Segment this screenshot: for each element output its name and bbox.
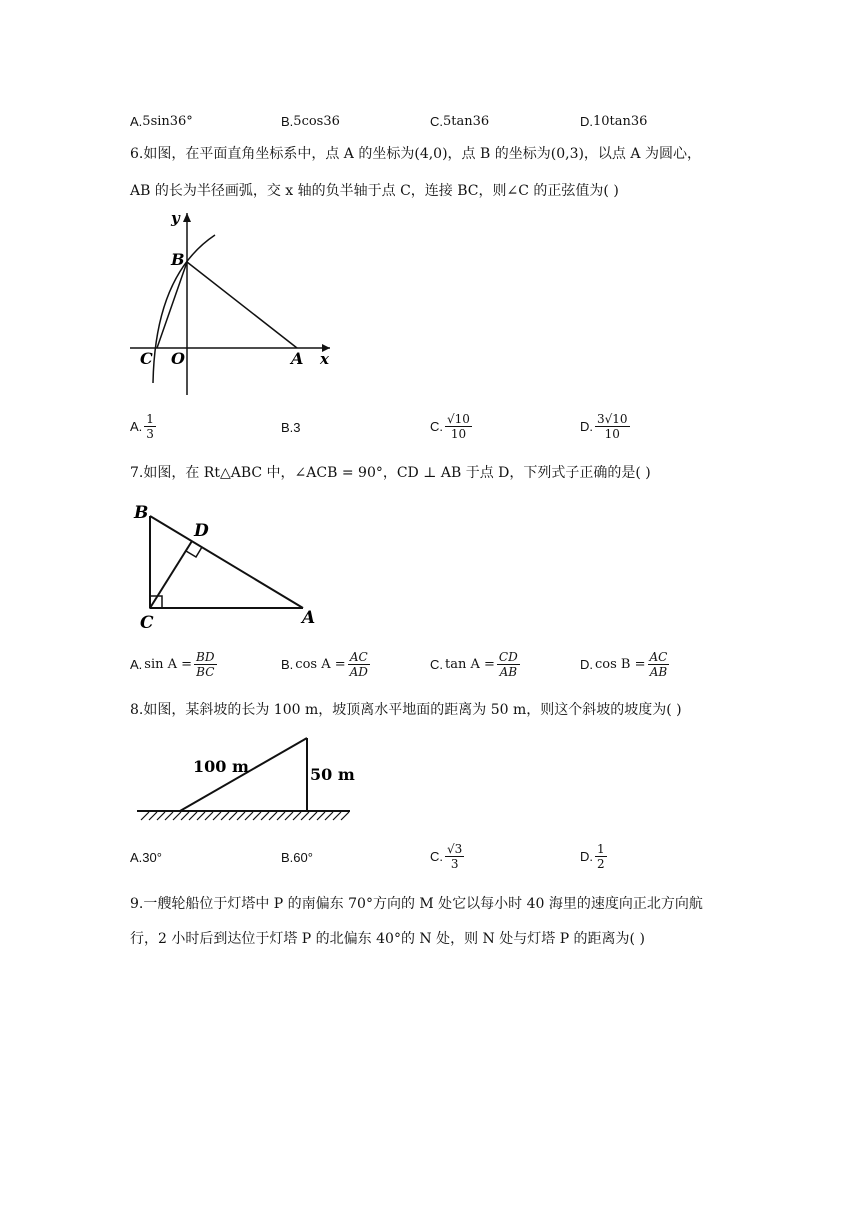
fraction: [595, 412, 630, 441]
option-expr: 10tan36: [593, 114, 648, 129]
q7-option-b: [281, 650, 370, 679]
denominator: BC: [196, 665, 215, 679]
option-label: C.: [430, 419, 443, 434]
fraction: [348, 650, 370, 679]
option-label: C.: [430, 849, 443, 864]
label-b: B: [134, 503, 149, 523]
q6-option-d: [580, 412, 630, 441]
q8-option-a: [130, 850, 162, 865]
option-lhs: cos B =: [595, 657, 646, 672]
label-y: y: [171, 209, 180, 227]
option-label: D.: [580, 114, 593, 129]
numerator: 1: [146, 412, 154, 426]
label-x: x: [320, 350, 329, 368]
q7-option-d: [580, 650, 669, 679]
numerator: AC: [649, 650, 668, 664]
denominator: 3: [450, 857, 459, 871]
option-value: 30°: [142, 850, 162, 865]
numerator: √3: [447, 842, 463, 856]
q7-text-line: 7.如图，在 Rt△ABC 中，∠ACB = 90°，CD ⊥ AB 于点 D，下列式子正确的是( ): [130, 465, 651, 481]
option-lhs: cos A =: [295, 657, 346, 672]
denominator: AB: [649, 665, 668, 679]
q8-option-c: [430, 842, 464, 871]
denominator: 10: [450, 427, 467, 441]
option-expr: 5sin36°: [142, 114, 193, 129]
label-o: O: [171, 349, 185, 368]
option-label: D.: [580, 849, 593, 864]
option-lhs: tan A =: [445, 657, 495, 672]
q6-option-b: [281, 420, 301, 435]
q6-coordinate-figure: [125, 205, 355, 405]
ground-hatching: [141, 812, 349, 820]
fraction: [445, 842, 464, 871]
y-axis-arrow: [183, 213, 191, 222]
segment-cd: [150, 541, 192, 608]
option-label: B.: [281, 657, 294, 672]
option-value: 3: [293, 420, 301, 435]
numerator: 3√10: [597, 412, 628, 426]
q9-text-line1: 9.一艘轮船位于灯塔中 P 的南偏东 70°方向的 M 处它以每小时 40 海里的速度向正北方向航: [130, 896, 703, 912]
q8-option-d: [580, 842, 607, 871]
q9-text-line2: 行，2 小时后到达位于灯塔 P 的北偏东 40°的 N 处，则 N 处与灯塔 P 的距离为( ): [130, 931, 645, 947]
denominator: AB: [499, 665, 518, 679]
numerator: √10: [447, 412, 470, 426]
denominator: 2: [597, 857, 605, 871]
q7-option-a: [130, 650, 217, 679]
option-value: 60°: [293, 850, 313, 865]
slope-length-label: 100 m: [193, 757, 249, 776]
fraction: [497, 650, 520, 679]
label-b: B: [171, 250, 185, 269]
q6-text-line1: 6.如图，在平面直角坐标系中，点 A 的坐标为(4,0)，点 B 的坐标为(0,3)，以点 A 为圆心，: [130, 146, 701, 162]
q5-option-c: [430, 114, 489, 129]
option-label: A.: [130, 114, 143, 129]
q5-option-b: [281, 114, 340, 129]
denominator: 3: [146, 427, 154, 441]
option-label: C.: [430, 114, 443, 129]
option-lhs: sin A =: [144, 657, 193, 672]
fraction: [648, 650, 670, 679]
numerator: CD: [498, 650, 518, 664]
option-label: D.: [580, 657, 593, 672]
height-label: 50 m: [310, 765, 355, 784]
q8-slope-figure: [135, 730, 355, 830]
numerator: BD: [196, 650, 215, 664]
option-label: B.: [281, 420, 294, 435]
q8-option-b: [281, 850, 313, 865]
denominator: AD: [349, 665, 368, 679]
numerator: AC: [349, 650, 368, 664]
option-label: B.: [281, 114, 294, 129]
option-label: C.: [430, 657, 443, 672]
label-a: A: [302, 608, 316, 628]
option-label: A.: [130, 657, 143, 672]
q6-option-c: [430, 412, 472, 441]
fraction: [194, 650, 216, 679]
option-label: A.: [130, 419, 143, 434]
q7-option-c: [430, 650, 520, 679]
segment-bc: [157, 262, 187, 348]
fraction: [445, 412, 472, 441]
fraction: [595, 842, 607, 871]
option-label: B.: [281, 850, 294, 865]
label-d: D: [194, 521, 209, 541]
fraction: [144, 412, 156, 441]
q8-text-line: 8.如图，某斜坡的长为 100 m，坡顶离水平地面的距离为 50 m，则这个斜坡的坡度为( ): [130, 702, 682, 718]
label-c: C: [140, 349, 153, 368]
label-a: A: [291, 349, 304, 368]
option-expr: 5tan36: [443, 114, 490, 129]
option-expr: 5cos36: [293, 114, 340, 129]
numerator: 1: [597, 842, 605, 856]
denominator: 10: [604, 427, 620, 441]
q6-option-a: [130, 412, 156, 441]
option-label: A.: [130, 850, 143, 865]
q6-text-line2: AB 的长为半径画弧，交 x 轴的负半轴于点 C，连接 BC，则∠C 的正弦值为( ): [130, 183, 619, 199]
q5-option-a: [130, 114, 193, 129]
q7-triangle-figure: [128, 498, 328, 633]
segment-ab: [187, 262, 297, 348]
label-c: C: [140, 613, 154, 633]
segment-ab: [150, 516, 303, 608]
option-label: D.: [580, 419, 593, 434]
q5-option-d: [580, 114, 647, 129]
